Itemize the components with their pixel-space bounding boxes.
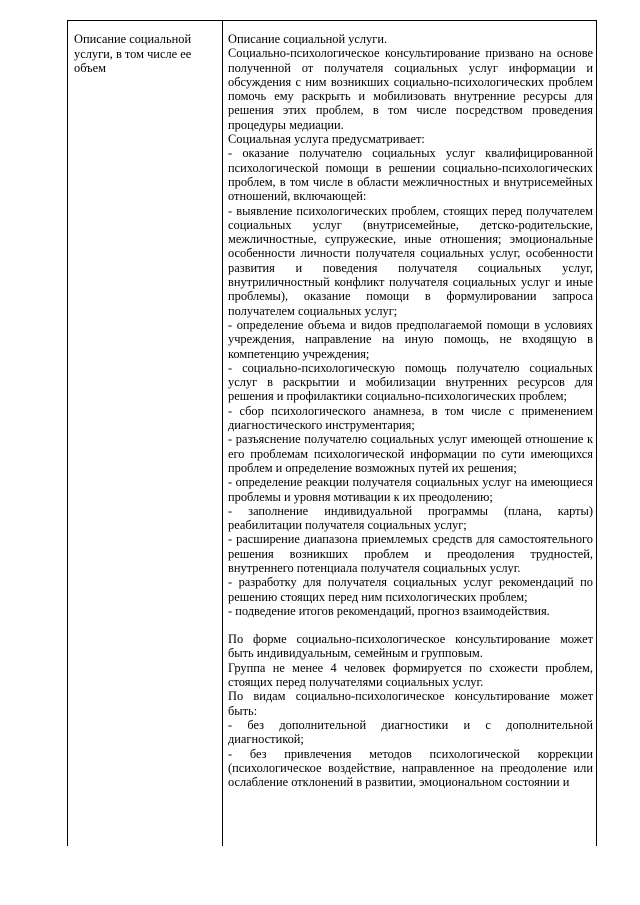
list-item: - расширение диапазона приемлемых средств для самостоятельного решения возникших проблем и преодоления трудностей, внутреннего потенциала получателя социальных услуг. [228, 532, 593, 575]
column-divider [222, 21, 223, 846]
type-item: - без привлечения методов психологической коррекции (психологическое воздействие, направленное на преодоление или ослабление отклонений в развитии, эмоциональном состоянии и [228, 746, 593, 790]
forms-paragraph: По форме социально-психологическое консультирование может быть индивидуальным, семейным и групповым. [228, 632, 593, 661]
list-item: - подведение итогов рекомендаций, прогноз взаимодействия. [228, 603, 550, 618]
type-item: - без дополнительной диагностики и с дополнительной диагностикой; [228, 717, 593, 747]
list-item: - оказание получателю социальных услуг квалифицированной психологической помощи в решении социально-психологических проблем, в том числе в области межличностных и внутрисемейных отношений, включающей: [228, 146, 593, 204]
list-item: - разъяснение получателю социальных услуг имеющей отношение к его проблемам психологической информации по сути имеющихся проблем и определение возможных путей их решения; [228, 432, 593, 475]
row-label-cell [74, 32, 219, 76]
description-cell [228, 32, 593, 789]
row-label: Описание социальной услуги, в том числе ее объем [74, 32, 192, 75]
description-title: Описание социальной услуги. [228, 32, 388, 46]
service-table [67, 20, 597, 846]
intro-paragraph: Социально-психологическое консультирование призвано на основе полученной от получателя социальных услуг информации и обсуждения с ним возникших социально-психологических проблем помочь ему раскрыть и мобилизовать внутренние ресурсы для решения этих проблем, в том числе посредством проведения процедуры медиации. [228, 46, 593, 132]
types-intro: По видам социально-психологическое консультирование может быть: [228, 689, 593, 718]
list-item: - определение реакции получателя социальных услуг на имеющиеся проблемы и уровня мотивации к их преодолению; [228, 475, 593, 504]
group-paragraph: Группа не менее 4 человек формируется по схожести проблем, стоящих перед получателями социальных услуг. [228, 660, 593, 690]
list-item: - сбор психологического анамнеза, в том числе с применением диагностического инструментария; [228, 403, 593, 433]
provides-heading: Социальная услуга предусматривает: [228, 132, 425, 147]
list-item: - разработку для получателя социальных услуг рекомендаций по решению стоящих перед ним психологических проблем; [228, 575, 593, 604]
list-item: - выявление психологических проблем, стоящих перед получателем социальных услуг (внутрисемейные, детско-родительские, межличностные, супружеские, иные отношения; эмоциональные особенности личности получателя социальных услуг, особенности развития и поведения получателя социальных услуг, внутриличностный конфликт получателя социальных услуг и иные проблемы), оказание помощи в формулировании запроса получателем социальных услуг; [228, 203, 593, 318]
list-item: - определение объема и видов предполагаемой помощи в условиях учреждения, направление на иную помощь, не входящую в компетенцию учреждения; [228, 317, 593, 361]
paragraph-gap [228, 618, 593, 632]
list-item: - заполнение индивидуальной программы (плана, карты) реабилитации получателя социальных услуг; [228, 503, 593, 533]
list-item: - социально-психологическую помощь получателю социальных услуг в раскрытии и мобилизации внутренних ресурсов для решения и профилактики социально-психологических проблем; [228, 360, 593, 404]
